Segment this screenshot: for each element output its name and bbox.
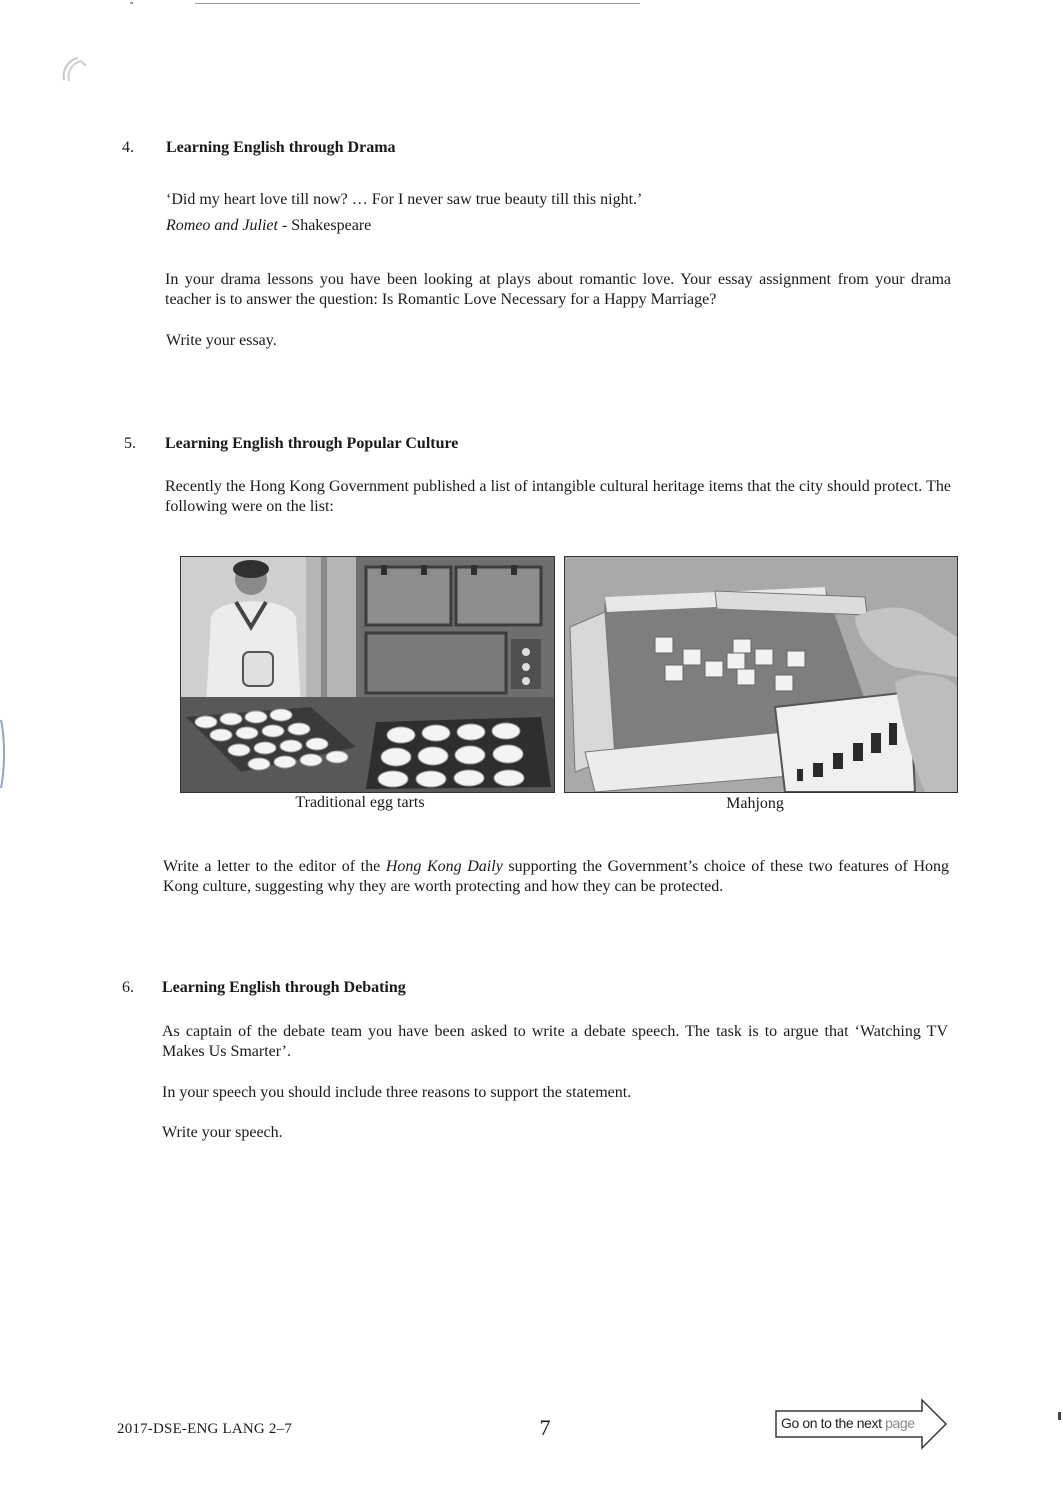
- newspaper-name: Hong Kong Daily: [385, 858, 503, 875]
- question-prompt: As captain of the debate team you have been asked to write a debate speech. The task is to argue that ‘Watching TV Makes Us Smarter’.: [162, 1023, 948, 1060]
- question-number: 4.: [122, 139, 134, 156]
- question-instruction: Write your essay.: [166, 332, 277, 349]
- next-page-label-main: Go on to the next: [781, 1415, 886, 1431]
- question-title: Learning English through Drama: [166, 139, 396, 156]
- question-requirement: In your speech you should include three reasons to support the statement.: [162, 1084, 632, 1101]
- image-caption: Traditional egg tarts: [295, 794, 425, 811]
- page-number: 7: [539, 1415, 551, 1440]
- question-prompt: In your drama lessons you have been looking at plays about romantic love. Your essay assignment from your drama teacher is to answer the question: Is Romantic Love Necessary for a Happy Marriage?: [165, 271, 951, 308]
- next-page-label: [781, 1415, 915, 1431]
- quote: ‘Did my heart love till now? … For I never saw true beauty till this night.’: [166, 191, 643, 208]
- quote-source-title: Romeo and Juliet: [166, 217, 278, 234]
- next-page-label-end: page: [885, 1415, 915, 1431]
- question-number: 6.: [122, 979, 134, 996]
- quote-source-author: - Shakespeare: [277, 217, 372, 234]
- question-task: [163, 857, 949, 897]
- question-instruction: Write your speech.: [162, 1124, 283, 1141]
- top-rule: [195, 3, 640, 4]
- question-title: Learning English through Popular Culture: [165, 435, 459, 452]
- quote-source: [166, 216, 956, 236]
- question-intro: Recently the Hong Kong Government published a list of intangible cultural heritage items that the city should protect. The following were on the list:: [165, 478, 951, 515]
- scan-edge-mark: [1058, 1412, 1061, 1420]
- question-title: Learning English through Debating: [162, 979, 406, 996]
- punch-hole-icon: [56, 50, 90, 84]
- question-number: 5.: [124, 435, 136, 452]
- scan-edge-mark: [0, 718, 6, 790]
- task-text: Write a letter to the editor of the: [163, 858, 386, 875]
- mahjong-photo: [564, 556, 958, 793]
- task-text: supporting the Government’s choice of these two features of Hong Kong culture, suggesting why they are worth protecting and how they can be protected.: [163, 858, 950, 895]
- paper-code: 2017-DSE-ENG LANG 2–7: [117, 1421, 293, 1437]
- image-caption: Mahjong: [726, 795, 784, 812]
- egg-tarts-photo: [180, 556, 555, 793]
- next-page-button[interactable]: [774, 1398, 948, 1450]
- scan-mark: [130, 2, 133, 4]
